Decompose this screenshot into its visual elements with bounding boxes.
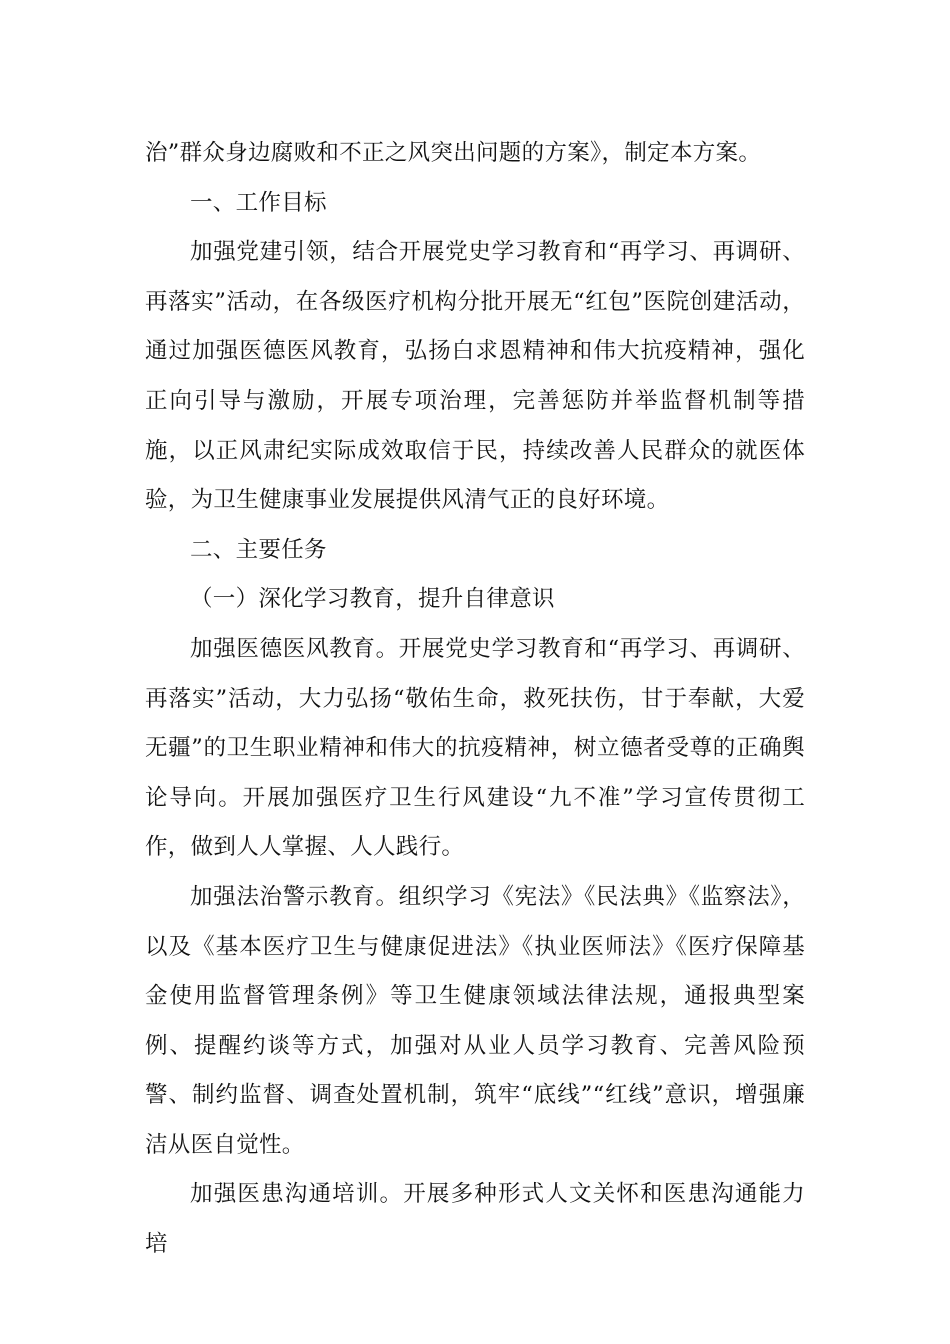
- paragraph-medical-ethics: 加强医德医风教育。开展党史学习教育和“再学习、再调研、再落实”活动，大力弘扬“敬佑生命，救死扶伤，甘于奉献，大爱无疆”的卫生职业精神和伟大的抗疫精神，树立德者受尊的正确舆论导向。开展加强医疗卫生行风建设“九不准”学习宣传贯彻工作，做到人人掌握、人人践行。: [145, 635, 805, 861]
- section-heading-work-goals: 一、工作目标: [190, 189, 327, 216]
- paragraph-continuation: 治”群众身边腐败和不正之风突出问题的方案》，制定本方案。: [145, 140, 762, 166]
- paragraph-communication-training: 加强医患沟通培训。开展多种形式人文关怀和医患沟通能力培: [145, 1181, 805, 1258]
- section-heading-main-tasks: 二、主要任务: [190, 536, 327, 563]
- paragraph-work-goals: 加强党建引领，结合开展党史学习教育和“再学习、再调研、再落实”活动，在各级医疗机构分批开展无“红包”医院创建活动，通过加强医德医风教育，弘扬白求恩精神和伟大抗疫精神，强化正向引导与激励，开展专项治理，完善惩防并举监督机制等措施，以正风肃纪实际成效取信于民，持续改善人民群众的就医体验，为卫生健康事业发展提供风清气正的良好环境。: [145, 239, 805, 514]
- document-body: [145, 129, 805, 1270]
- subsection-heading-education: （一）深化学习教育，提升自律意识: [190, 586, 555, 613]
- paragraph-legal-education: 加强法治警示教育。组织学习《宪法》《民法典》《监察法》，以及《基本医疗卫生与健康促进法》《执业医师法》《医疗保障基金使用监督管理条例》等卫生健康领域法律法规，通报典型案例、提醒约谈等方式，加强对从业人员学习教育、完善风险预警、制约监督、调查处置机制，筑牢“底线”“红线”意识，增强廉洁从医自觉性。: [145, 883, 805, 1158]
